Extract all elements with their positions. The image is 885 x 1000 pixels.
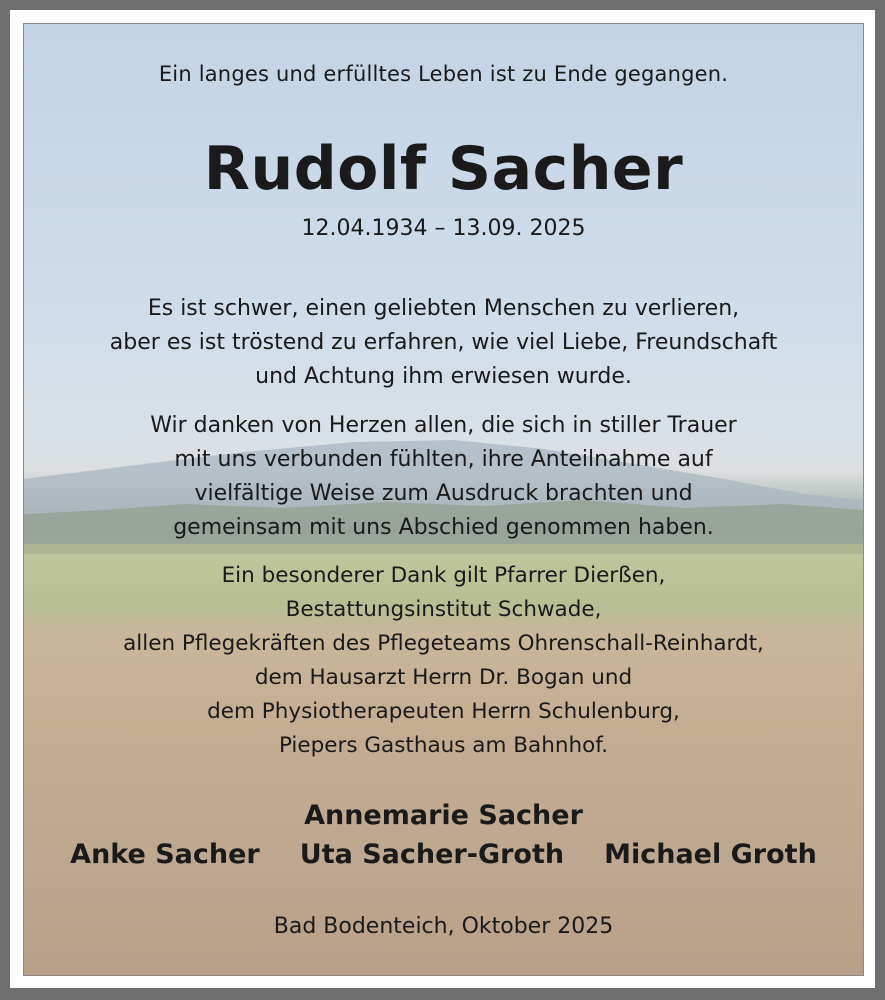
paragraph-line: allen Pflegekräften des Pflegeteams Ohrenschall-Reinhardt, (123, 631, 764, 656)
intro-text: Ein langes und erfülltes Leben ist zu Ende gegangen. (158, 62, 729, 86)
paragraph-line: gemeinsam mit uns Abschied genommen haben. (173, 515, 714, 540)
paragraph-line: mit uns verbunden fühlten, ihre Anteilnahme auf (174, 447, 713, 472)
paragraph-condolence (24, 292, 863, 394)
paragraph-line: und Achtung ihm erwiesen wurde. (255, 364, 632, 389)
paragraph-line: Es ist schwer, einen geliebten Menschen zu verlieren, (147, 296, 740, 321)
obituary-card (23, 23, 864, 976)
signer-primary: Annemarie Sacher (304, 800, 583, 831)
paragraph-line: Wir danken von Herzen allen, die sich in stiller Trauer (150, 413, 737, 438)
paragraph-thanks (24, 409, 863, 545)
signer-name: Anke Sacher (70, 839, 260, 870)
place-and-date: Bad Bodenteich, Oktober 2025 (273, 914, 614, 939)
paragraph-line: dem Physiotherapeuten Herrn Schulenburg, (207, 699, 680, 724)
paragraph-line: dem Hausarzt Herrn Dr. Bogan und (254, 665, 633, 690)
signer-name: Uta Sacher-Groth (299, 839, 565, 870)
paragraph-special-thanks (24, 559, 863, 763)
paragraph-line: Bestattungsinstitut Schwade, (285, 597, 602, 622)
signer-name: Michael Groth (604, 839, 817, 870)
life-dates: 12.04.1934 – 13.09. 2025 (301, 216, 586, 241)
deceased-name: Rudolf Sacher (203, 134, 684, 204)
paragraph-line: Ein besonderer Dank gilt Pfarrer Dierßen, (221, 563, 666, 588)
paragraph-line: aber es ist tröstend zu erfahren, wie viel Liebe, Freundschaft (109, 330, 778, 355)
notice-frame (10, 10, 875, 988)
paragraph-line: vielfältige Weise zum Ausdruck brachten und (194, 481, 693, 506)
signers-secondary (24, 839, 863, 870)
paragraph-line: Piepers Gasthaus am Bahnhof. (278, 733, 609, 758)
